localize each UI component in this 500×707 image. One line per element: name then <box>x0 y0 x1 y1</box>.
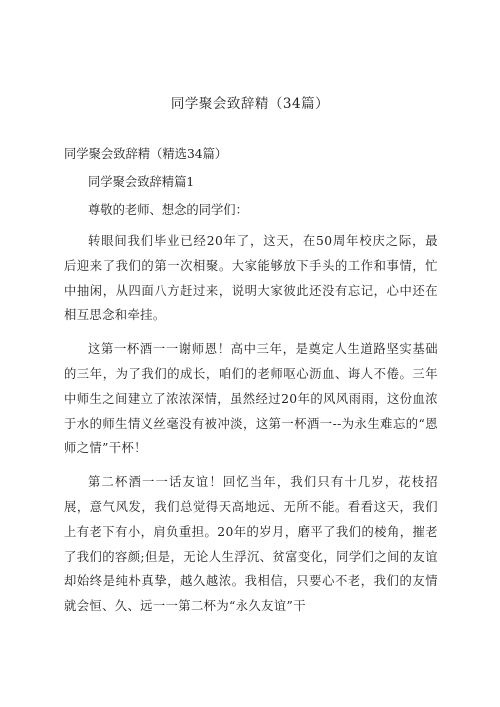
greeting-line: 尊敬的老师、想念的同学们： <box>88 203 248 217</box>
document-subtitle: 同学聚会致辞精（精选34篇） <box>64 147 228 161</box>
paragraph-1: 转眼间我们毕业已经20年了，这天，在50周年校庆之际，最后迎来了我们的第一次相聚。大家能够放下手头的工作和事情，忙中抽闲，从四面八方赶过来，说明大家彼此还没有忘记，心中还在相互思念和牵挂。 <box>64 234 438 323</box>
document-body <box>64 145 438 628</box>
document-title: 同学聚会致辞精（34篇） <box>170 96 330 112</box>
paragraph-3: 第二杯酒一一话友谊！回忆当年，我们只有十几岁，花枝招展，意气风发，我们总觉得天高地远、无所不能。看看这天，我们上有老下有小，肩负重担。20年的岁月，磨平了我们的棱角，摧老了我们的容颜;但是，无论人生浮沉、贫富变化，同学们之间的友谊却始终是纯朴真挚，越久越浓。我相信，只要心不老，我们的友情就会恒、久、远一一第二杯为“永久友谊”干 <box>64 475 438 614</box>
section-heading: 同学聚会致辞精篇1 <box>88 175 195 189</box>
paragraph-2: 这第一杯酒一一谢师恩！高中三年，是奠定人生道路坚实基础的三年，为了我们的成长，咱们的老师呕心沥血、诲人不倦。三年中师生之间建立了浓浓深情，虽然经过20年的风风雨雨，这份血浓于水的师生情义丝毫没有被冲淡，这第一杯酒一--为永生难忘的“恩师之情”干杯！ <box>64 342 438 456</box>
